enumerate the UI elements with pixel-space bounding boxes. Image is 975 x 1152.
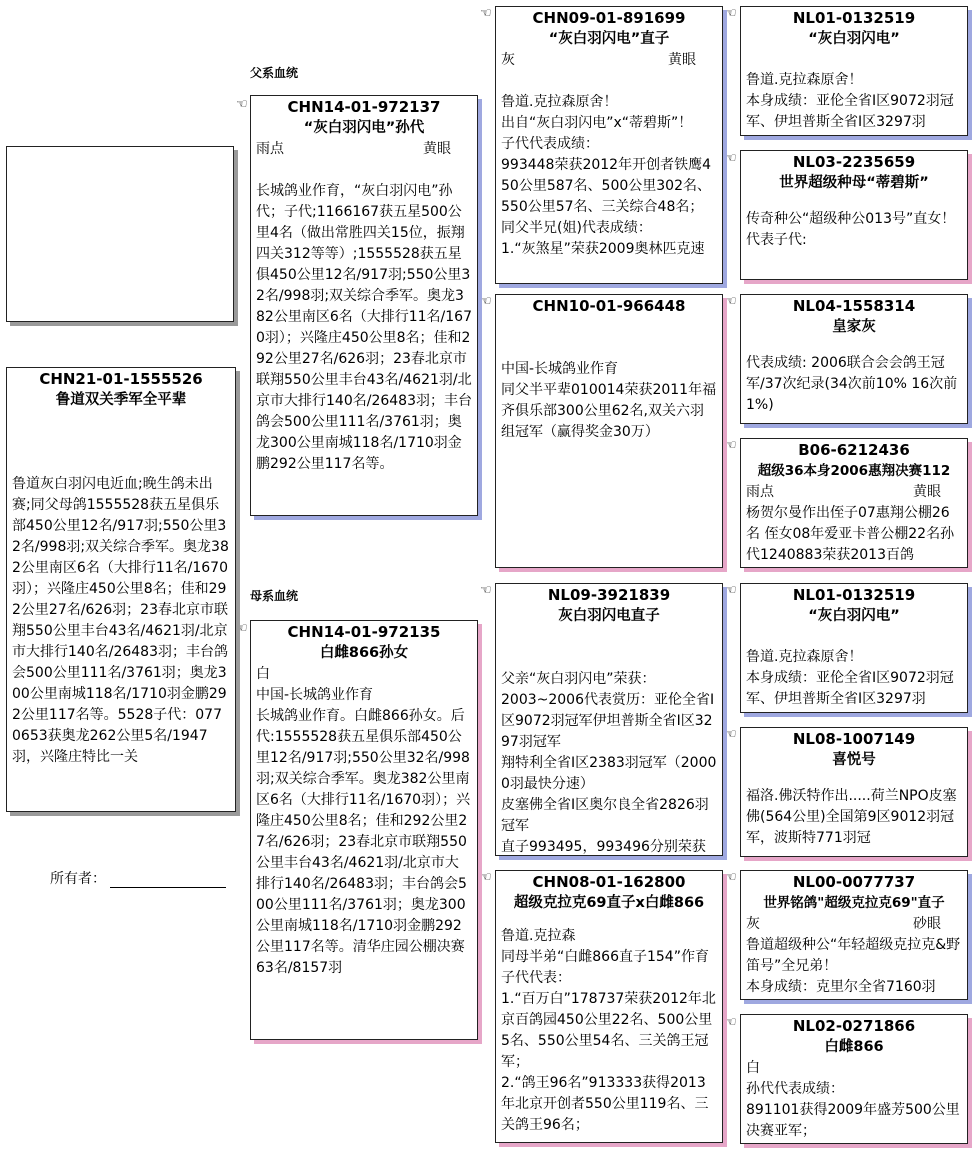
feather-color: 雨点: [746, 484, 774, 500]
pigeon-name: 鲁道双关季军全平辈: [55, 392, 187, 408]
pigeon-name: 世界超级种母“蒂碧斯”: [779, 175, 929, 191]
pigeon-name: “灰白羽闪电”: [808, 608, 900, 624]
pedigree-notes: 代表成绩: 2006联合会会鸽王冠军/37次纪录(34次前10% 16次前1%): [746, 355, 958, 413]
pointing-hand-icon: ☜: [725, 583, 737, 598]
ring-number: NL02-0271866: [792, 1017, 916, 1035]
pigeon-name: “灰白羽闪电”: [808, 31, 900, 47]
color-eye-row: [251, 664, 477, 685]
photo-frame: [6, 146, 234, 322]
eye-type: 黄眼: [668, 52, 696, 68]
ring-number: B06-6212436: [798, 441, 910, 459]
dds-card: [740, 870, 968, 1000]
pointing-hand-icon: ☜: [725, 6, 737, 21]
feather-color: 雨点: [256, 141, 284, 157]
dam-card: [250, 620, 478, 1040]
feather-color: 白: [746, 1060, 760, 1076]
pointing-hand-icon: ☜: [480, 6, 492, 21]
color-eye-row: [741, 1058, 967, 1079]
pigeon-name: “灰白羽闪电”直子: [548, 31, 670, 47]
pedigree-notes: 中国-长城鸽业作育 同父半平辈010014荣获2011年福齐俱乐部300公里62名,双关六羽组冠军（赢得奖金30万）: [501, 361, 717, 440]
pedigree-notes: 鲁道超级种公“年轻超级克拉克&野笛号”全兄弟！ 本身成绩：克里尔全省7160羽: [746, 937, 961, 995]
ring-number: NL03-2235659: [792, 153, 916, 171]
owner-blank-line: [110, 873, 226, 888]
sire-sire-card: [495, 6, 723, 284]
pointing-hand-icon: ☜: [236, 621, 248, 636]
pedigree-notes: 鲁道灰白羽闪电近血;晚生鸽未出赛;同父母鸽1555528获五星俱乐部450公里12名/917羽;550公里32名/998羽;双关综合季军。奥龙382公里南区6名（大排行11名/1670羽）；兴隆庄450公里8名；佳和292公里27名/626羽；23春北京市联翔550公里丰台43名/4621羽/北京市大排行140名/26483羽；丰台鸽会500公里111名/3761羽；奥龙300公里南城118名/1710羽金鹏292公里117名等。5528子代：0770653获奥龙262公里5名/1947羽，兴隆庄特比一关: [12, 476, 229, 765]
feather-color: 灰: [501, 52, 515, 68]
pointing-hand-icon: ☜: [725, 438, 737, 453]
subject-card: [6, 367, 236, 812]
ring-number: CHN10-01-966448: [532, 297, 686, 315]
pointing-hand-icon: ☜: [480, 294, 492, 309]
ring-number: NL08-1007149: [792, 730, 916, 748]
feather-color: 灰: [746, 916, 760, 932]
ring-number: CHN09-01-891699: [532, 9, 686, 27]
dss-card: [740, 583, 968, 713]
color-eye-row: [741, 482, 967, 503]
pedigree-notes: 传奇种公“超级种公013号”直女！ 代表子代:: [746, 211, 956, 248]
dam-dam-card: [495, 870, 723, 1143]
pigeon-name: 超级克拉克69直子x白雌866: [513, 895, 705, 911]
ring-number: NL01-0132519: [792, 9, 916, 27]
pedigree-notes: 孙代代表成绩： 891101获得2009年盛芳500公里决赛亚军；: [746, 1081, 960, 1139]
pigeon-name: 喜悦号: [832, 752, 876, 768]
pigeon-name: 灰白羽闪电直子: [558, 608, 660, 624]
pigeon-name: “灰白羽闪电”孙代: [303, 120, 425, 136]
ring-number: CHN14-01-972137: [287, 98, 441, 116]
sdd-card: [740, 438, 968, 568]
ring-number: NL01-0132519: [792, 586, 916, 604]
pointing-hand-icon: ☜: [725, 870, 737, 885]
ddd-card: [740, 1014, 968, 1144]
ring-number: CHN08-01-162800: [532, 873, 686, 891]
pedigree-notes: 鲁道.克拉森原舍！ 本身成绩：亚伦全省I区9072羽冠军、伊坦普斯全省I区3297羽: [746, 72, 954, 130]
dam-line-label: 母系血统: [250, 589, 299, 603]
pigeon-name: 皇家灰: [832, 319, 876, 335]
pointing-hand-icon: ☜: [480, 870, 492, 885]
color-eye-row: [251, 139, 477, 160]
ring-number: NL00-0077737: [792, 873, 916, 891]
pedigree-notes: 杨贺尔曼作出侄子07惠翔公棚26名 侄女08年爱亚卡普公棚22名孙代1240883荣获2013百鸽: [746, 505, 955, 563]
pointing-hand-icon: ☜: [725, 1015, 737, 1030]
sss-card: [740, 6, 968, 136]
dsd-card: [740, 727, 968, 857]
pigeon-name: 超级36本身2006惠翔决赛112: [757, 463, 951, 479]
pedigree-notes: 鲁道.克拉森 同母半弟“白雌866直子154”作育子代代表： 1.“百万白”178737荣获2012年北京百鸽园450公里22名、500公里5名、550公里54名、三关鸽王冠军； 2.“鸽王96名”913333获得2013年北京开创者550公里119名、三关鸽王96名；: [501, 928, 716, 1133]
pedigree-notes: 长城鸽业作育，“灰白羽闪电”孙代；子代;1166167获五星500公里4名（做出常胜四关15位，振翔四关312等等）;1555528获五星俱450公里12名/917羽;550公里32名/998羽;双关综合季军。奥龙382公里南区6名（大排行11名/1670羽）；兴隆庄450公里8名；佳和292公里27名/626羽；23春北京市联翔550公里丰台43名/4621羽/北京市大排行140名/26483羽；丰台鸽会500公里111名/3761羽；奥龙300公里南城118名/1710羽金鹏292公里117名等。: [256, 183, 472, 472]
owner-label: 所有者：: [50, 871, 106, 887]
eye-type: 黄眼: [913, 484, 941, 500]
pigeon-name: 白雌866孙女: [319, 645, 409, 661]
pedigree-notes: 父亲“灰白羽闪电”荣获： 2003~2006代表赏历：亚伦全省I区9072羽冠军伊坦普斯全省I区3297羽冠军 翔特利全省I区2383羽冠军（20000羽最快分速） 皮塞佛全省I区奥尔良全省2826羽冠军 直子993495，993496分别荣获: [501, 671, 717, 855]
pedigree-notes: 福洛.佛沃特作出.....荷兰NPO皮塞佛(564公里)全国第9区9012羽冠军，波斯特771羽冠: [746, 788, 957, 846]
dam-sire-card: [495, 583, 723, 856]
ring-number: NL04-1558314: [792, 297, 916, 315]
ring-number: CHN14-01-972135: [287, 623, 441, 641]
ring-number: CHN21-01-1555526: [39, 370, 203, 388]
sire-line-label: 父系血统: [250, 66, 299, 80]
ssd-card: [740, 150, 968, 280]
pointing-hand-icon: ☜: [236, 97, 248, 112]
pointing-hand-icon: ☜: [725, 294, 737, 309]
eye-type: 砂眼: [913, 916, 941, 932]
owner-field: [50, 868, 226, 888]
sds-card: [740, 294, 968, 424]
pigeon-name: 白雌866: [824, 1039, 884, 1055]
pedigree-notes: 中国-长城鸽业作育 长城鸽业作育。白雌866孙女。后代:1555528获五星俱乐部450公里12名/917羽;550公里32名/998羽;双关综合季军。奥龙382公里南区6名（大排行11名/1670羽）；兴隆庄450公里8名；佳和292公里27名/626羽；23春北京市联翔550公里丰台43名/4621羽/北京市大排行140名/26483羽；丰台鸽会500公里111名/3761羽；奥龙300公里南城118名/1710羽金鹏292公里117名等。清华庄园公棚决赛63名/8157羽: [256, 687, 471, 976]
color-eye-row: [496, 50, 722, 71]
sire-dam-card: [495, 294, 723, 568]
pointing-hand-icon: ☜: [725, 151, 737, 166]
pedigree-notes: 鲁道.克拉森原舍！ 出自“灰白羽闪电”x“蒂碧斯”！ 子代代表成绩： 993448荣获2012年开创者铁鹰450公里587名、500公里302名、550公里57名、三关综合48名； 同父半兄(姐)代表成绩： 1.“灰煞星”荣获2009奥林匹克速: [501, 94, 711, 257]
eye-type: 黄眼: [423, 141, 451, 157]
ring-number: NL09-3921839: [547, 586, 671, 604]
pointing-hand-icon: ☜: [480, 583, 492, 598]
pedigree-notes: 鲁道.克拉森原舍！ 本身成绩：亚伦全省I区9072羽冠军、伊坦普斯全省I区3297羽: [746, 649, 954, 707]
feather-color: 白: [256, 666, 270, 682]
color-eye-row: [741, 914, 967, 935]
pointing-hand-icon: ☜: [725, 727, 737, 742]
pigeon-name: 世界铭鸽"超级克拉克69"直子: [763, 895, 945, 911]
sire-card: [250, 95, 478, 516]
